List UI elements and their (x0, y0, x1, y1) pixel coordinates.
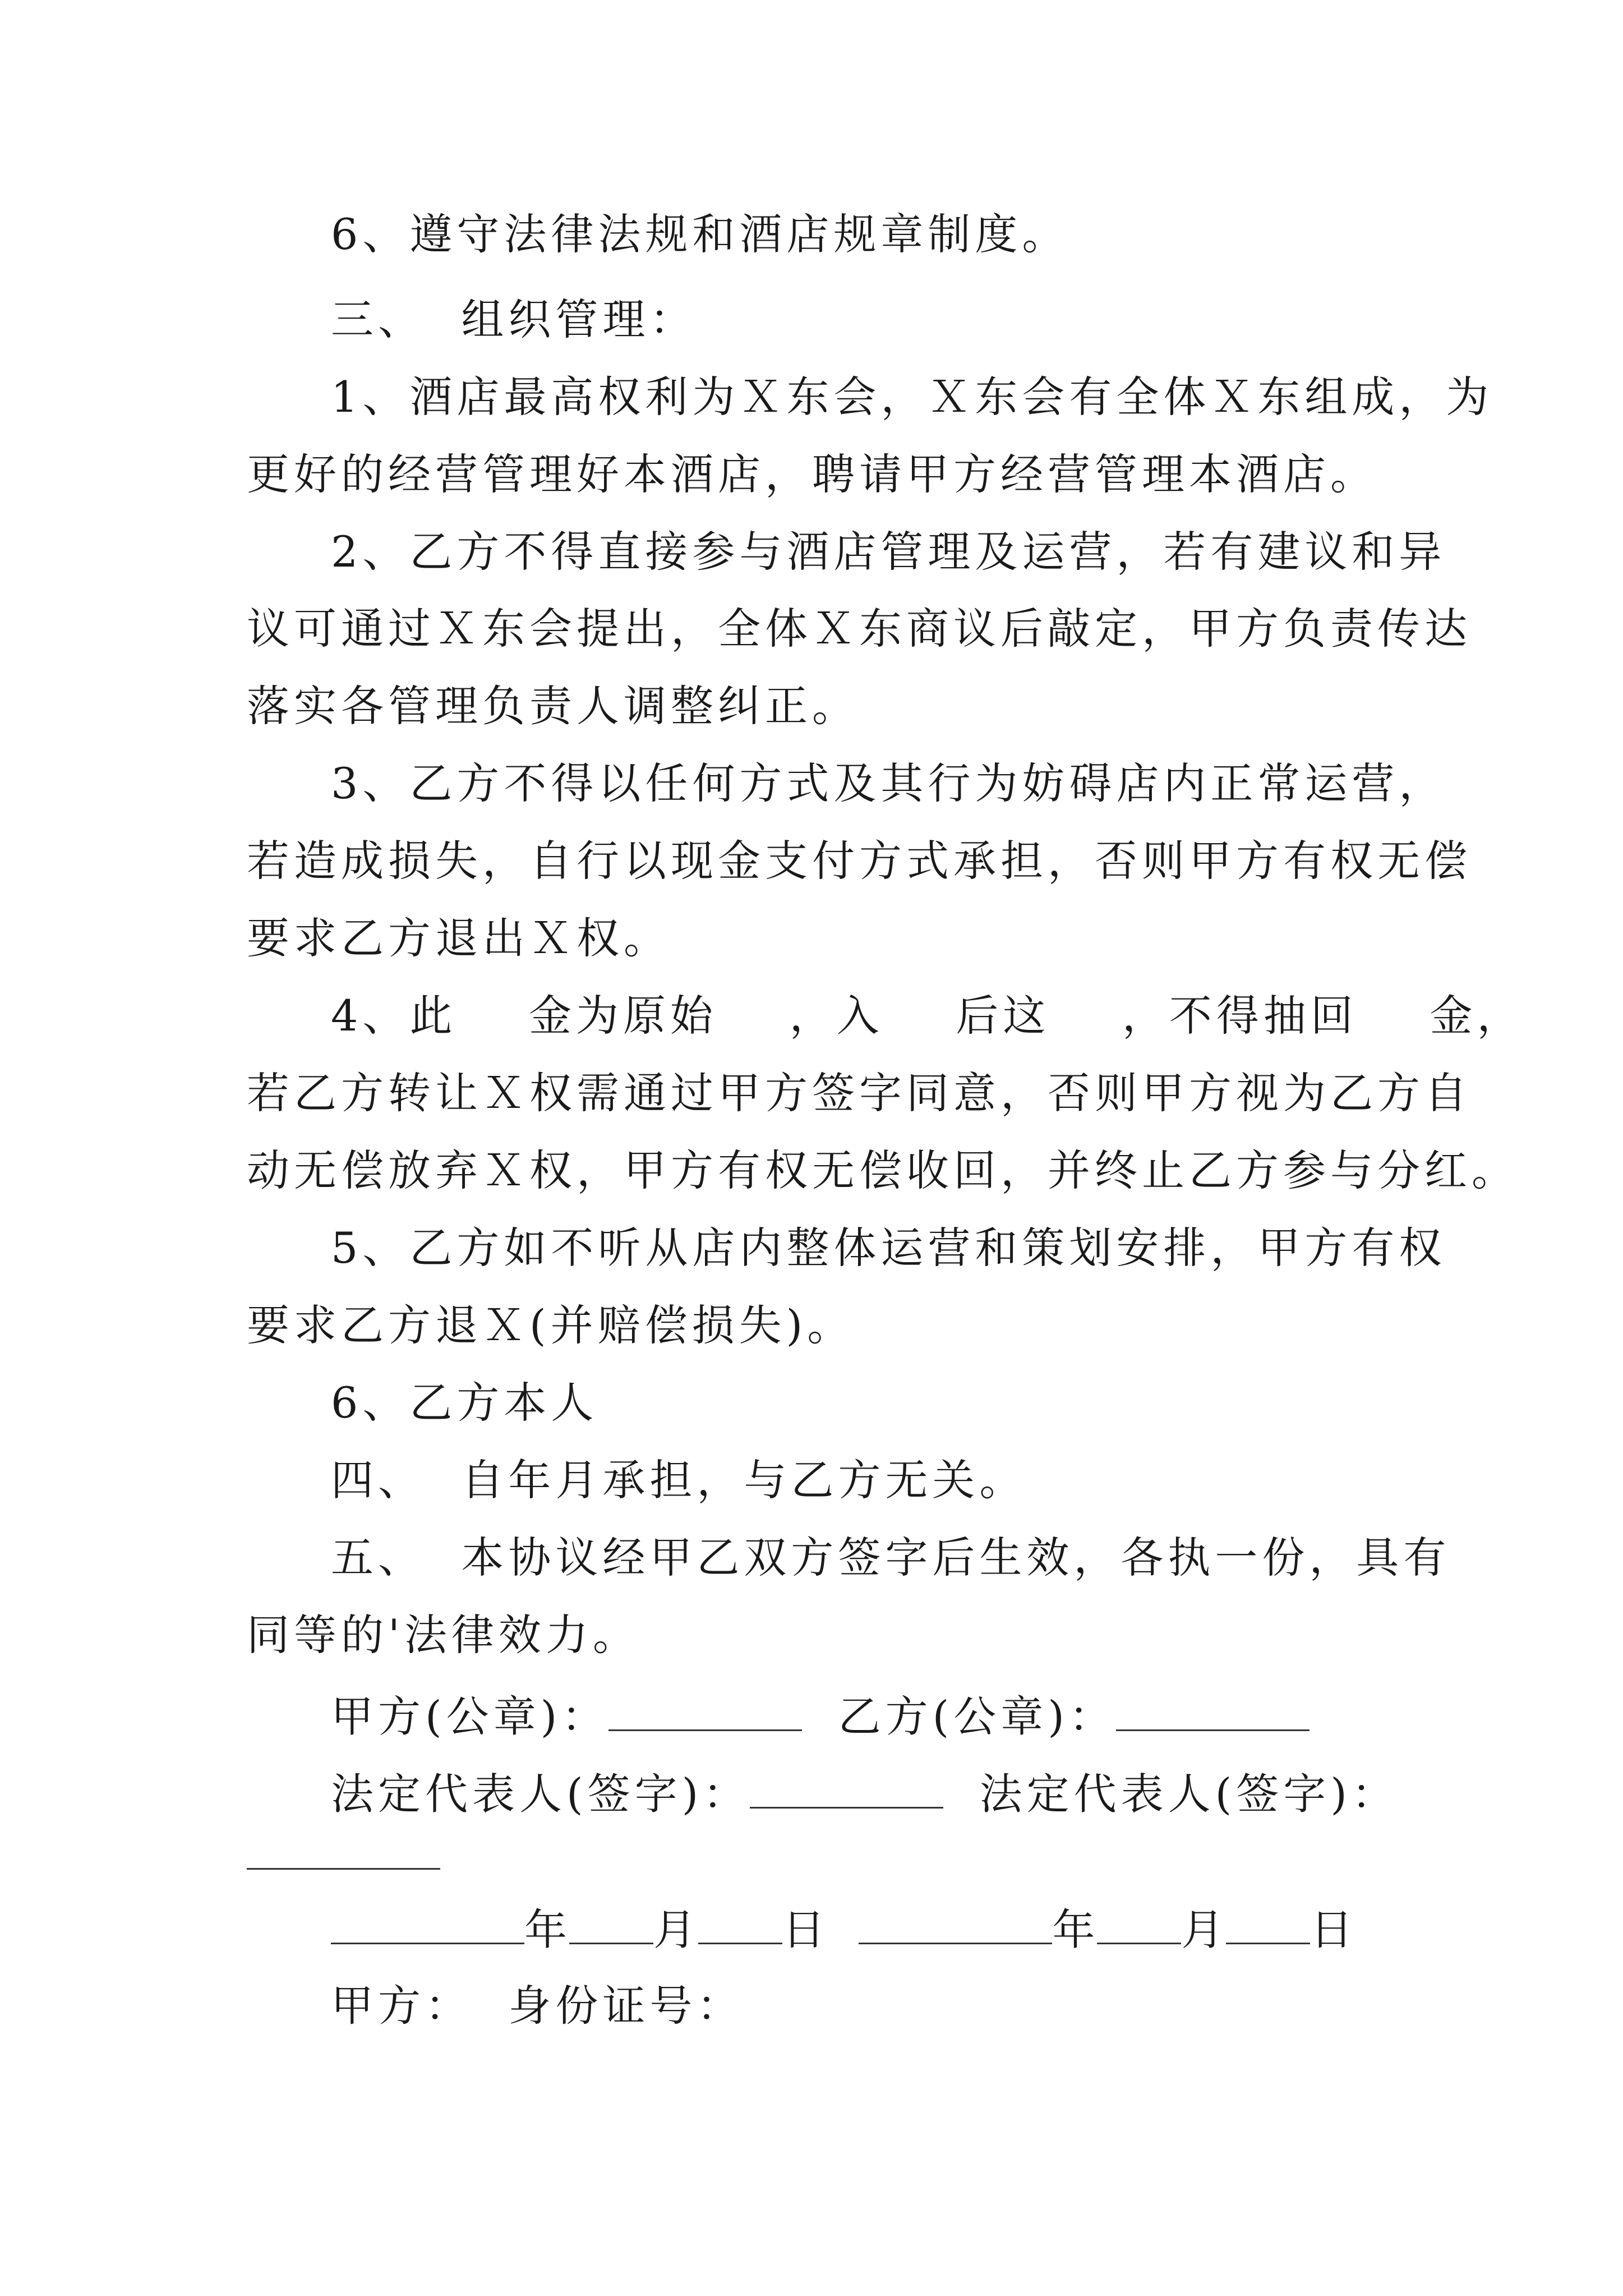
day-label: 日 (1310, 1904, 1355, 1955)
date-month-blank-b (1097, 1904, 1181, 1944)
clause-line: 动无偿放弃Ｘ权，甲方有权无偿收回，并终止乙方参与分红。 (247, 1145, 1519, 1195)
legal-rep-a-blank (750, 1769, 943, 1809)
clause-line: 5、乙方如不听从店内整体运营和策划安排，甲方有权 (331, 1223, 1446, 1273)
date-row (331, 1904, 1355, 1955)
legal-rep-a-label: 法定代表人(签字)： (331, 1769, 750, 1819)
section-heading: 五、 本协议经甲乙双方签字后生效，各执一份，具有 (331, 1533, 1451, 1582)
year-label: 年 (1052, 1904, 1098, 1955)
legal-rep-b-blank (247, 1868, 440, 1870)
month-label: 月 (1181, 1904, 1227, 1955)
year-label: 年 (524, 1904, 569, 1955)
section-heading: 四、 自年月承担，与乙方无关。 (331, 1455, 1027, 1505)
clause-line: 落实各管理负责人调整纠正。 (247, 681, 859, 731)
clause-line: 1、酒店最高权利为Ｘ东会，Ｘ东会有全体Ｘ东组成，为 (331, 372, 1493, 422)
date-month-blank-a (569, 1904, 653, 1944)
date-year-blank-a (331, 1904, 524, 1944)
seal-row (331, 1691, 1310, 1742)
clause-line: 议可通过Ｘ东会提出，全体Ｘ东商议后敲定，甲方负责传达 (247, 604, 1472, 654)
legal-rep-b-label: 法定代表人(签字)： (979, 1769, 1399, 1819)
party-b-seal-blank (1116, 1691, 1310, 1731)
date-day-blank-a (698, 1904, 782, 1944)
section-heading: 三、 组织管理： (331, 295, 697, 344)
clause-line: 若乙方转让Ｘ权需通过甲方签字同意，否则甲方视为乙方自 (247, 1068, 1472, 1118)
clause-line: 3、乙方不得以任何方式及其行为妨碍店内正常运营， (331, 758, 1446, 808)
clause-line: 同等的'法律效力。 (247, 1610, 640, 1660)
clause-line: 更好的经营管理好本酒店，聘请甲方经营管理本酒店。 (247, 449, 1377, 499)
clause-line: 6、遵守法律法规和酒店规章制度。 (331, 209, 1069, 259)
day-label: 日 (782, 1904, 827, 1955)
clause-line: 4、此 金为原始 ，入 后这 ，不得抽回 金， (331, 991, 1524, 1041)
clause-line: 要求乙方退出Ｘ权。 (247, 913, 671, 963)
clause-line: 若造成损失，自行以现金支付方式承担，否则甲方有权无偿 (247, 836, 1472, 886)
clause-line: 6、乙方本人 (331, 1378, 598, 1428)
clause-line: 2、乙方不得直接参与酒店管理及运营，若有建议和异 (331, 527, 1446, 577)
month-label: 月 (653, 1904, 698, 1955)
party-a-seal-blank (608, 1691, 802, 1731)
party-a-seal-label: 甲方(公章)： (331, 1691, 609, 1742)
party-b-seal-label: 乙方(公章)： (838, 1691, 1116, 1742)
legal-rep-row (331, 1769, 1399, 1819)
party-a-id-row: 甲方： 身份证号： (331, 1981, 744, 2031)
date-year-blank-b (859, 1904, 1052, 1944)
clause-line: 要求乙方退Ｘ(并赔偿损失)。 (247, 1300, 855, 1350)
date-day-blank-b (1226, 1904, 1310, 1944)
